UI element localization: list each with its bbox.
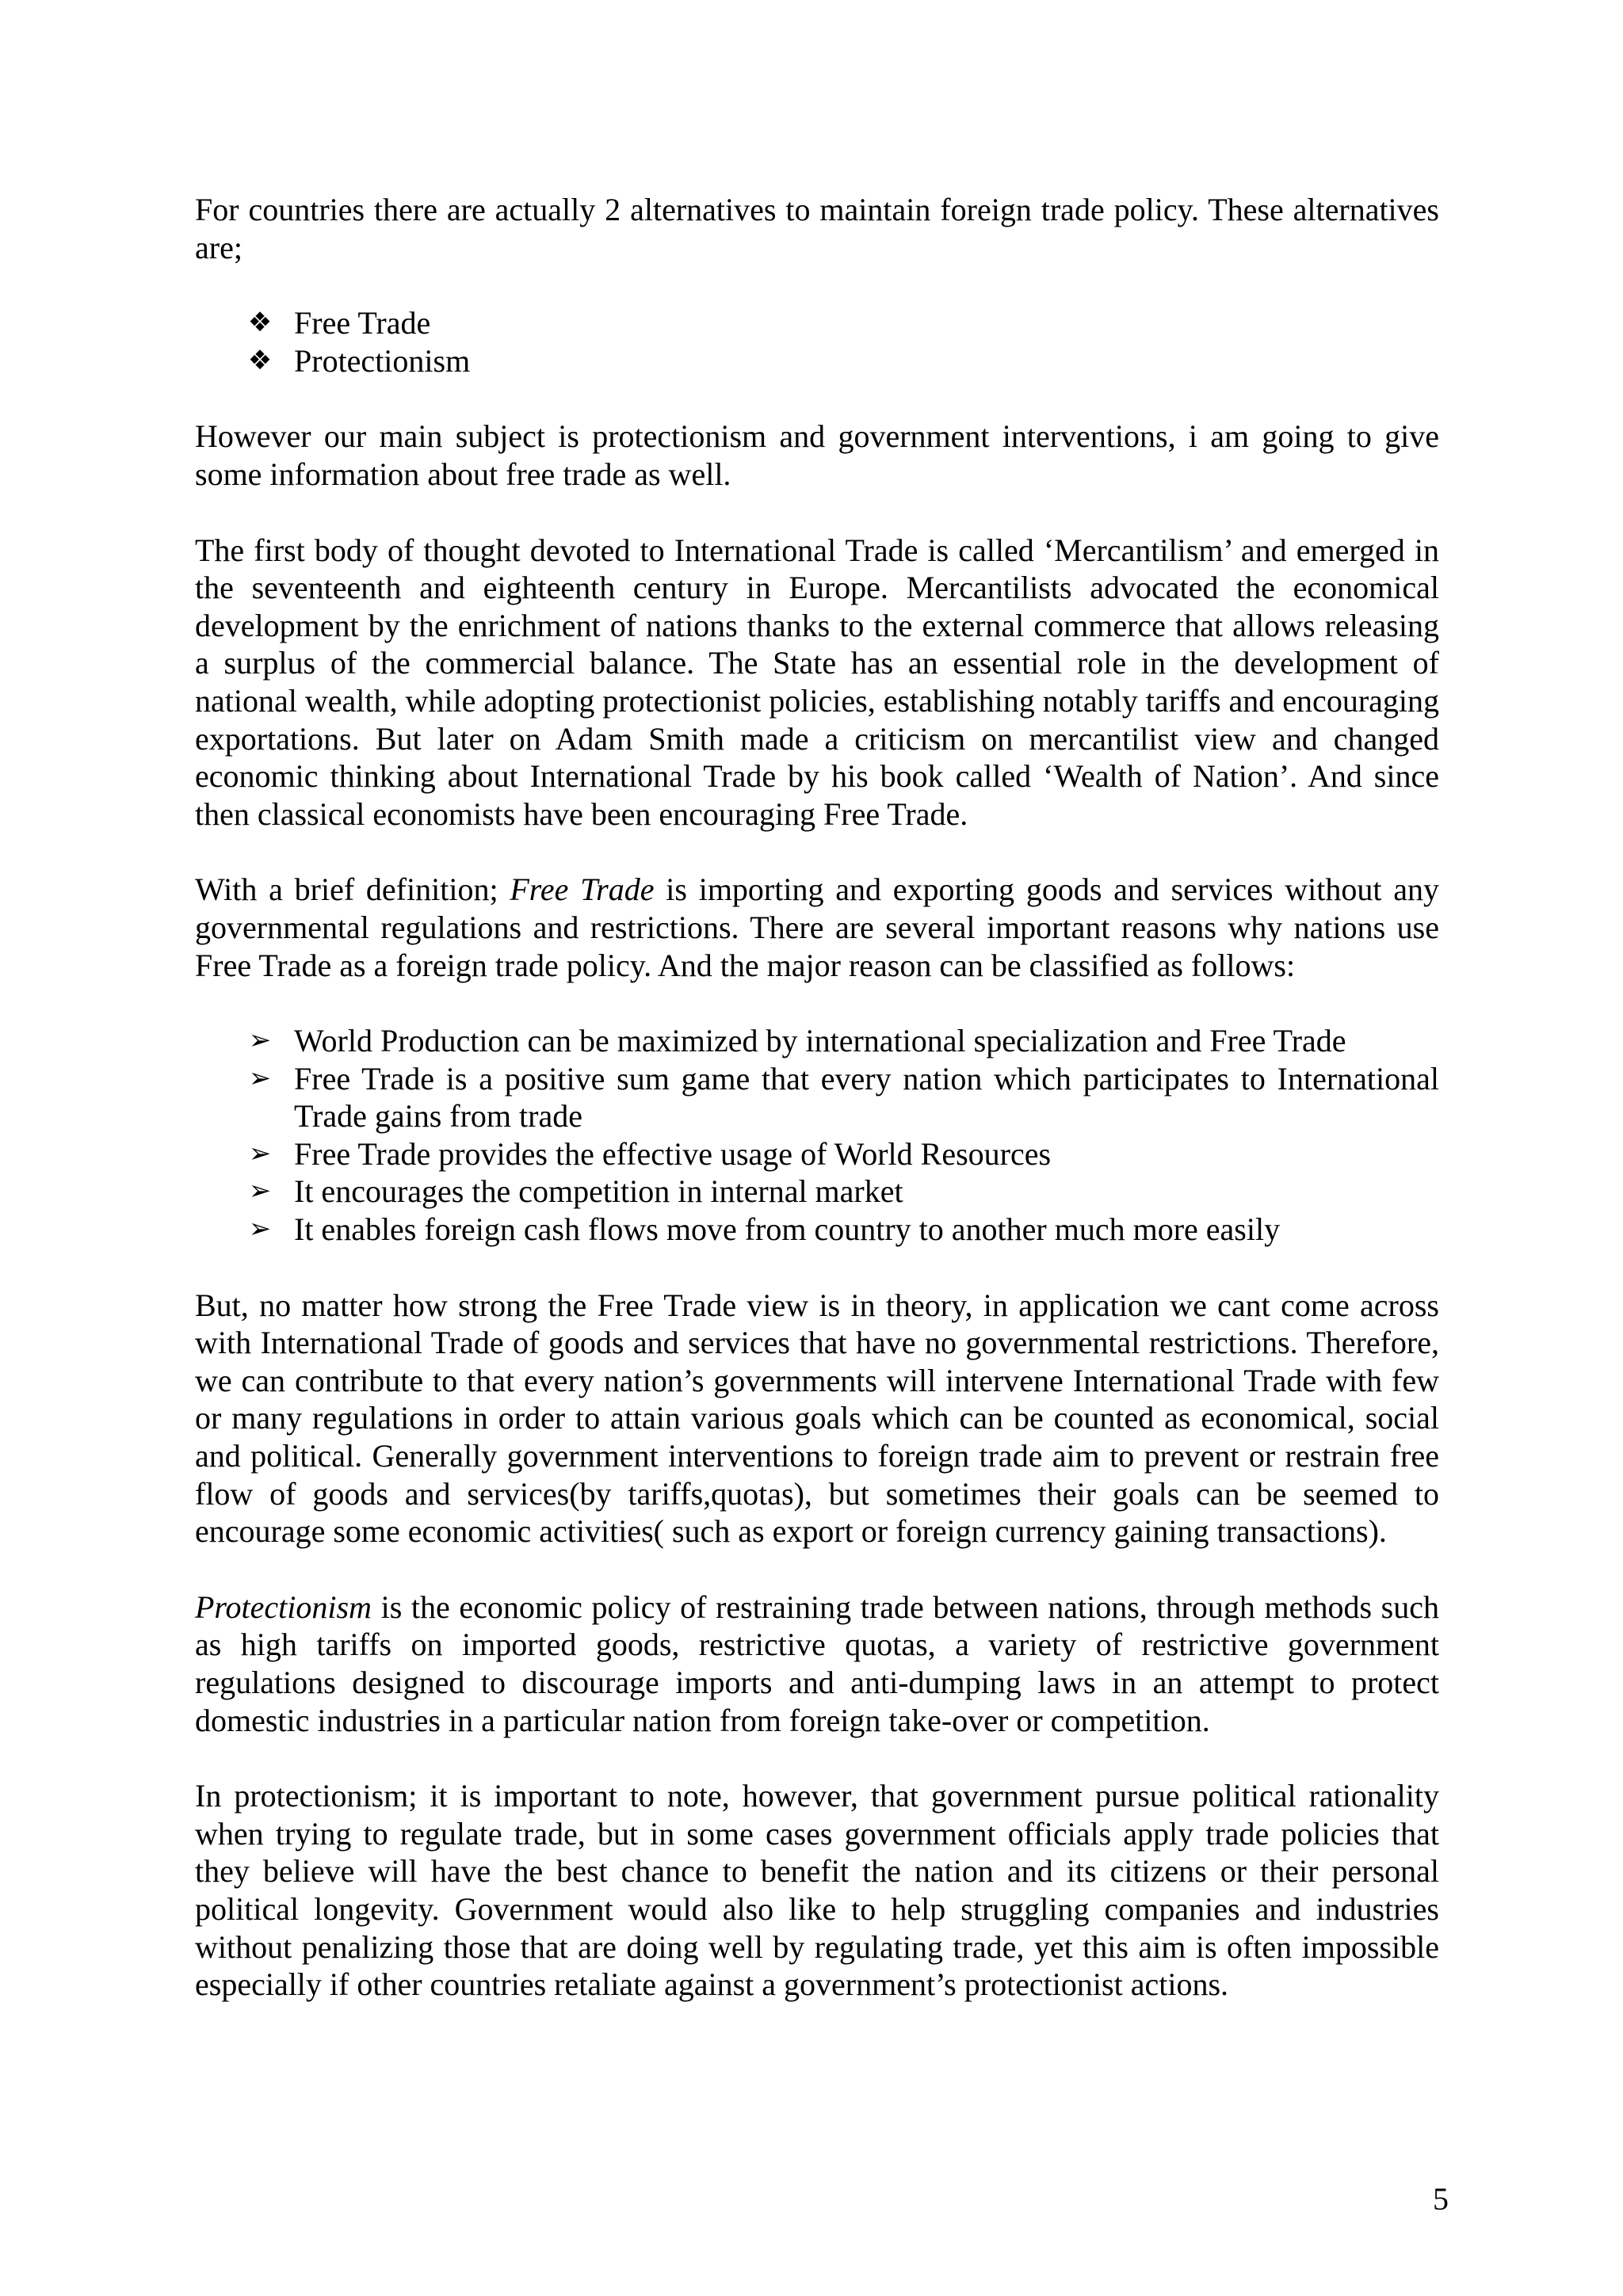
- definition-lead: With a brief definition;: [195, 871, 510, 908]
- list-item-text: Free Trade provides the effective usage of World Resources: [294, 1135, 1052, 1172]
- list-item: [195, 304, 1439, 342]
- page-content: [195, 191, 1439, 2004]
- list-item: [195, 1022, 1439, 1060]
- protectionism-rest: is the economic policy of restraining trade between nations, through methods such as high tariffs on imported goods, restrictive quotas, a variety of restrictive government regulations designed to discourage imports and anti-dumping laws in an attempt to protect domestic industries in a particular nation from foreign take-over or competition.: [195, 1589, 1439, 1738]
- list-item: [195, 1060, 1439, 1135]
- list-item-text: Protectionism: [294, 342, 471, 379]
- list-item-text: World Production can be maximized by international specialization and Free Trade: [294, 1023, 1346, 1059]
- list-item: [195, 1211, 1439, 1249]
- list-item: [195, 1173, 1439, 1211]
- list-item-text: It enables foreign cash flows move from country to another much more easily: [294, 1211, 1281, 1248]
- arrow-bullet-icon: ➢: [248, 1175, 272, 1207]
- paragraph-subject: However our main subject is protectionism and government interventions, i am going to give some information about free trade as well.: [195, 418, 1439, 492]
- paragraph-rationality: In protectionism; it is important to note, however, that government pursue political rationality when trying to regulate trade, but in some cases government officials apply trade policies that they believe will have the best chance to benefit the nation and its citizens or their personal political longevity. Government would also like to help struggling companies and industries without penalizing those that are doing well by regulating trade, yet this aim is often impossible especially if other countries retaliate against a government’s protectionist actions.: [195, 1778, 1439, 2003]
- term-free-trade: Free Trade: [510, 871, 655, 908]
- list-item-text: Free Trade: [294, 305, 431, 341]
- paragraph-protectionism-definition: [195, 1589, 1439, 1739]
- reasons-list: [195, 1022, 1439, 1249]
- list-item: [195, 1135, 1439, 1173]
- paragraph-free-trade-definition: [195, 871, 1439, 984]
- page-number: 5: [1433, 2181, 1449, 2217]
- definition-rest: is importing and exporting goods and services without any governmental regulations and restrictions. There are several important reasons why nations use Free Trade as a foreign trade policy. And the major reason can be classified as follows:: [195, 871, 1440, 983]
- diamond-bullet-icon: ❖: [247, 344, 273, 376]
- list-item: [195, 342, 1439, 380]
- diamond-bullet-icon: ❖: [247, 307, 273, 339]
- paragraph-mercantilism: The first body of thought devoted to International Trade is called ‘Mercantilism’ and emerged in the seventeenth and eighteenth century in Europe. Mercantilists advocated the economical development by the enrichment of nations thanks to the external commerce that allows releasing a surplus of the commercial balance. The State has an essential role in the development of national wealth, while adopting protectionist policies, establishing notably tariffs and encouraging exportations. But later on Adam Smith made a criticism on mercantilist view and changed economic thinking about International Trade by his book called ‘Wealth of Nation’. And since then classical economists have been encouraging Free Trade.: [195, 532, 1439, 832]
- list-item-text: It encourages the competition in internal market: [294, 1173, 903, 1210]
- arrow-bullet-icon: ➢: [248, 1024, 272, 1057]
- term-protectionism: Protectionism: [195, 1589, 381, 1625]
- paragraph-application: But, no matter how strong the Free Trade view is in theory, in application we cant come across with International Trade of goods and services that have no governmental restrictions. Therefore, we can contribute to that every nation’s governments will intervene International Trade with few or many regulations in order to attain various goals which can be counted as economical, social and political. Generally government interventions to foreign trade aim to prevent or restrain free flow of goods and services(by tariffs,quotas), but sometimes their goals can be seemed to encourage some economic activities( such as export or foreign currency gaining transactions).: [195, 1287, 1439, 1550]
- arrow-bullet-icon: ➢: [248, 1137, 272, 1169]
- alternatives-list: [195, 304, 1439, 379]
- list-item-text: Free Trade is a positive sum game that every nation which participates to International Trade gains from trade: [294, 1060, 1439, 1135]
- arrow-bullet-icon: ➢: [248, 1062, 272, 1094]
- arrow-bullet-icon: ➢: [248, 1213, 272, 1245]
- paragraph-intro: For countries there are actually 2 alternatives to maintain foreign trade policy. These alternatives are;: [195, 192, 1439, 265]
